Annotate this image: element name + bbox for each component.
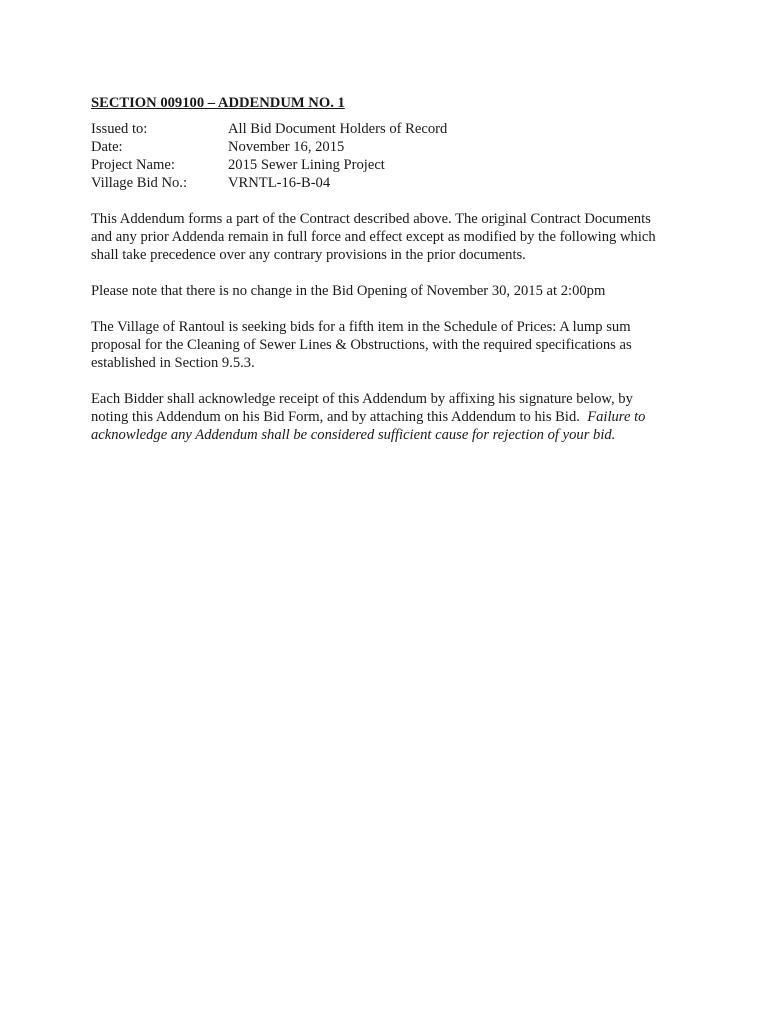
meta-value: All Bid Document Holders of Record <box>228 121 448 137</box>
paragraph-line: Each Bidder shall acknowledge receipt of this Addendum by affixing his signature below, by <box>91 391 633 407</box>
paragraph-line: Please note that there is no change in the Bid Opening of November 30, 2015 at 2:00pm <box>91 283 606 299</box>
meta-row-issued-to <box>91 120 691 138</box>
rejection-warning-text: Failure to <box>587 409 646 425</box>
spacer <box>91 264 691 282</box>
meta-value: 2015 Sewer Lining Project <box>228 157 385 173</box>
meta-value: November 16, 2015 <box>228 139 345 155</box>
section-heading: SECTION 009100 – ADDENDUM NO. 1 <box>91 95 345 111</box>
acknowledgement-text: noting this Addendum on his Bid Form, and by attaching this Addendum to his Bid. <box>91 409 588 425</box>
spacer <box>91 192 691 210</box>
addendum-document <box>91 94 691 444</box>
meta-row-project-name <box>91 156 691 174</box>
meta-label: Date: <box>91 139 123 155</box>
spacer <box>91 300 691 318</box>
meta-row-bid-no <box>91 174 691 192</box>
meta-label: Issued to: <box>91 121 148 137</box>
spacer <box>91 372 691 390</box>
paragraph-line: established in Section 9.5.3. <box>91 355 255 371</box>
meta-label: Village Bid No.: <box>91 175 187 191</box>
meta-row-date <box>91 138 691 156</box>
paragraph-line: and any prior Addenda remain in full force and effect except as modified by the following which <box>91 229 656 245</box>
meta-label: Project Name: <box>91 157 175 173</box>
paragraph-line: shall take precedence over any contrary provisions in the prior documents. <box>91 247 526 263</box>
paragraph-fifth-item <box>91 318 691 372</box>
paragraph-line <box>91 408 691 426</box>
paragraph-bid-opening <box>91 282 691 300</box>
meta-value: VRNTL-16-B-04 <box>228 175 331 191</box>
paragraph-line: The Village of Rantoul is seeking bids for a fifth item in the Schedule of Prices: A lump sum <box>91 319 631 335</box>
meta-block <box>91 120 691 192</box>
paragraph-acknowledgement <box>91 390 691 444</box>
paragraph-line: This Addendum forms a part of the Contract described above. The original Contract Documents <box>91 211 651 227</box>
paragraph-line: proposal for the Cleaning of Sewer Lines & Obstructions, with the required specifications as <box>91 337 632 353</box>
paragraph-contract-scope <box>91 210 691 264</box>
rejection-warning-text: acknowledge any Addendum shall be considered sufficient cause for rejection of your bid. <box>91 427 616 443</box>
